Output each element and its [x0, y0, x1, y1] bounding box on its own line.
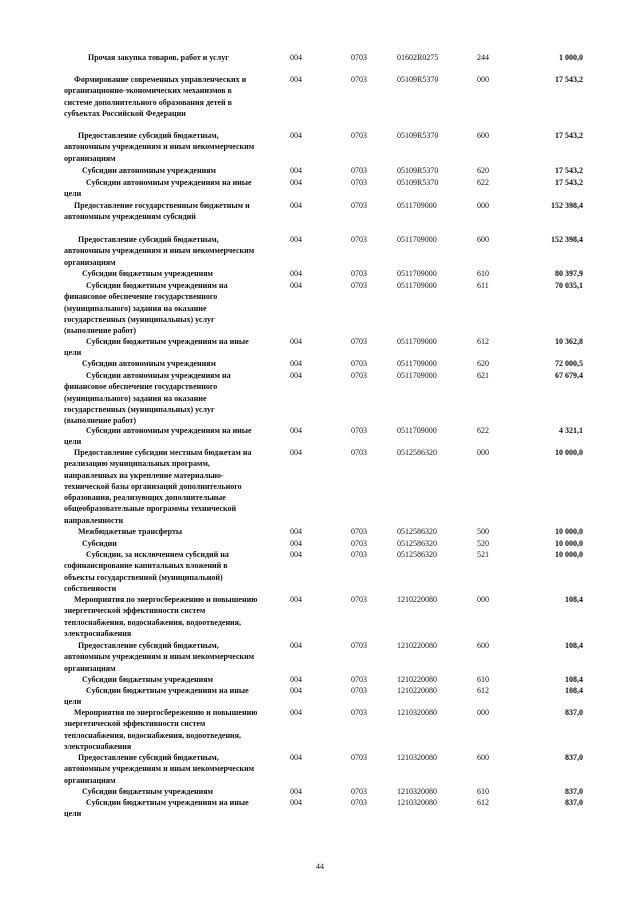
expense-type-code: 600: [477, 753, 489, 762]
expense-type-code: 621: [477, 371, 489, 380]
section-code: 0703: [351, 201, 367, 210]
expense-type-code: 521: [477, 550, 489, 559]
row-name: Предоставление субсидий бюджетным, автономным учреждениям и иным некоммерческим организациям: [64, 131, 255, 163]
amount: 17 543,2: [555, 166, 583, 175]
amount: 17 543,2: [555, 131, 583, 140]
row-name: Субсидии бюджетным учреждениям: [82, 787, 213, 796]
row-name: Субсидии автономным учреждениям на иные цели: [64, 426, 252, 447]
section-code: 0703: [351, 686, 367, 695]
row-name: Субсидии бюджетным учреждениям на иные цели: [64, 337, 249, 358]
target-code: 05109R5370: [397, 75, 439, 84]
row-name: Предоставление субсидий бюджетным, автономным учреждениям и иным некоммерческим организациям: [64, 235, 255, 267]
expense-type-code: 620: [477, 359, 489, 368]
row-name: Субсидии автономным учреждениям на иные цели: [64, 178, 252, 199]
amount: 1 000,0: [559, 53, 583, 62]
ministry-code: 004: [290, 178, 302, 187]
row-name: Субсидии: [82, 539, 117, 548]
target-code: 1210320080: [397, 787, 437, 796]
target-code: 1210320080: [397, 753, 437, 762]
row-name: Субсидии бюджетным учреждениям: [82, 269, 213, 278]
section-code: 0703: [351, 798, 367, 807]
target-code: 0512586320: [397, 527, 437, 536]
amount: 837,0: [565, 708, 583, 717]
row-name: Субсидии автономным учреждениям: [82, 359, 216, 368]
amount: 152 398,4: [551, 235, 583, 244]
row-name: Субсидии бюджетным учреждениям: [82, 675, 213, 684]
expense-type-code: 600: [477, 131, 489, 140]
expense-type-code: 244: [477, 53, 489, 62]
target-code: 0511709000: [397, 235, 437, 244]
expense-type-code: 000: [477, 448, 489, 457]
expense-type-code: 610: [477, 269, 489, 278]
row-name: Предоставление субсидий бюджетным, автономным учреждениям и иным некоммерческим организациям: [64, 641, 255, 673]
amount: 108,4: [565, 675, 583, 684]
target-code: 05109R5370: [397, 131, 439, 140]
row-name: Субсидии бюджетным учреждениям на иные цели: [64, 798, 249, 819]
target-code: 0511709000: [397, 337, 437, 346]
expense-type-code: 520: [477, 539, 489, 548]
ministry-code: 004: [290, 75, 302, 84]
ministry-code: 004: [290, 281, 302, 290]
target-code: 0511709000: [397, 426, 437, 435]
target-code: 01602R0275: [397, 53, 439, 62]
ministry-code: 004: [290, 426, 302, 435]
ministry-code: 004: [290, 448, 302, 457]
section-code: 0703: [351, 337, 367, 346]
section-code: 0703: [351, 281, 367, 290]
section-code: 0703: [351, 359, 367, 368]
expense-type-code: 622: [477, 178, 489, 187]
section-code: 0703: [351, 371, 367, 380]
ministry-code: 004: [290, 235, 302, 244]
expense-type-code: 000: [477, 75, 489, 84]
expense-type-code: 622: [477, 426, 489, 435]
expense-type-code: 620: [477, 166, 489, 175]
amount: 108,4: [565, 595, 583, 604]
ministry-code: 004: [290, 359, 302, 368]
ministry-code: 004: [290, 641, 302, 650]
ministry-code: 004: [290, 131, 302, 140]
expense-type-code: 000: [477, 201, 489, 210]
ministry-code: 004: [290, 539, 302, 548]
ministry-code: 004: [290, 337, 302, 346]
expense-type-code: 600: [477, 641, 489, 650]
row-name: Субсидии, за исключением субсидий на софинансирование капитальных вложений в объекты государственной (муниципальной) собственности: [64, 550, 229, 593]
section-code: 0703: [351, 166, 367, 175]
target-code: 0512586320: [397, 448, 437, 457]
ministry-code: 004: [290, 166, 302, 175]
expense-type-code: 611: [477, 281, 489, 290]
target-code: 0511709000: [397, 281, 437, 290]
target-code: 1210220080: [397, 595, 437, 604]
amount: 10 362,8: [555, 337, 583, 346]
row-name: Прочая закупка товаров, работ и услуг: [88, 53, 229, 62]
section-code: 0703: [351, 53, 367, 62]
target-code: 1210220080: [397, 641, 437, 650]
amount: 837,0: [565, 753, 583, 762]
amount: 80 397,9: [555, 269, 583, 278]
amount: 152 398,4: [551, 201, 583, 210]
ministry-code: 004: [290, 550, 302, 559]
expense-type-code: 000: [477, 595, 489, 604]
amount: 67 679,4: [555, 371, 583, 380]
expense-type-code: 610: [477, 787, 489, 796]
section-code: 0703: [351, 539, 367, 548]
ministry-code: 004: [290, 798, 302, 807]
target-code: 1210220080: [397, 686, 437, 695]
target-code: 1210320080: [397, 708, 437, 717]
row-name: Мероприятия по энергосбережению и повышению энергетической эффективности систем теплоснабжения, водоснабжения, водоотведения, электроснабжения: [64, 708, 258, 751]
expense-type-code: 600: [477, 235, 489, 244]
target-code: 05109R5370: [397, 166, 439, 175]
target-code: 0511709000: [397, 201, 437, 210]
amount: 72 000,5: [555, 359, 583, 368]
amount: 17 543,2: [555, 75, 583, 84]
row-name: Предоставление государственным бюджетным и автономным учреждениям субсидий: [64, 201, 250, 222]
section-code: 0703: [351, 75, 367, 84]
amount: 837,0: [565, 787, 583, 796]
section-code: 0703: [351, 426, 367, 435]
target-code: 1210320080: [397, 798, 437, 807]
amount: 17 543,2: [555, 178, 583, 187]
expense-type-code: 610: [477, 675, 489, 684]
section-code: 0703: [351, 550, 367, 559]
ministry-code: 004: [290, 527, 302, 536]
section-code: 0703: [351, 787, 367, 796]
section-code: 0703: [351, 178, 367, 187]
ministry-code: 004: [290, 675, 302, 684]
row-name: Межбюджетные трансферты: [78, 527, 183, 536]
amount: 108,4: [565, 641, 583, 650]
target-code: 0512586320: [397, 539, 437, 548]
amount: 4 321,1: [559, 426, 583, 435]
row-name: Субсидии бюджетным учреждениям на финансовое обеспечение государственного (муниципального) задания на оказание государственных (муниципальных) услуг (выполнение работ): [64, 281, 228, 336]
expense-type-code: 612: [477, 798, 489, 807]
expense-type-code: 000: [477, 708, 489, 717]
ministry-code: 004: [290, 371, 302, 380]
expense-type-code: 500: [477, 527, 489, 536]
target-code: 0511709000: [397, 371, 437, 380]
section-code: 0703: [351, 235, 367, 244]
section-code: 0703: [351, 753, 367, 762]
expense-type-code: 612: [477, 686, 489, 695]
section-code: 0703: [351, 595, 367, 604]
section-code: 0703: [351, 641, 367, 650]
amount: 10 000,0: [555, 527, 583, 536]
ministry-code: 004: [290, 201, 302, 210]
target-code: 1210220080: [397, 675, 437, 684]
section-code: 0703: [351, 269, 367, 278]
row-name: Мероприятия по энергосбережению и повышению энергетической эффективности систем теплоснабжения, водоснабжения, водоотведения, электроснабжения: [64, 595, 258, 638]
section-code: 0703: [351, 131, 367, 140]
ministry-code: 004: [290, 269, 302, 278]
amount: 837,0: [565, 798, 583, 807]
ministry-code: 004: [290, 708, 302, 717]
target-code: 0512586320: [397, 550, 437, 559]
amount: 108,4: [565, 686, 583, 695]
ministry-code: 004: [290, 787, 302, 796]
amount: 10 000,0: [555, 448, 583, 457]
ministry-code: 004: [290, 595, 302, 604]
ministry-code: 004: [290, 53, 302, 62]
target-code: 0511709000: [397, 359, 437, 368]
expense-type-code: 612: [477, 337, 489, 346]
row-name: Предоставление субсидии местным бюджетам на реализацию муниципальных программ, направленных на укрепление материально-технической базы организаций дополнительного образования, реализующих дополнительные общеобразовательные программы технической направленности: [64, 448, 252, 525]
section-code: 0703: [351, 448, 367, 457]
ministry-code: 004: [290, 753, 302, 762]
row-name: Субсидии автономным учреждениям на финансовое обеспечение государственного (муниципального) задания на оказание государственных (муниципальных) услуг (выполнение работ): [64, 371, 231, 426]
row-name: Предоставление субсидий бюджетным, автономным учреждениям и иным некоммерческим организациям: [64, 753, 255, 785]
amount: 70 035,1: [555, 281, 583, 290]
row-name: Формирование современных управленческих и организационно-экономических механизмов в системе дополнительного образования детей в субъектах Российской Федерации: [64, 75, 247, 118]
row-name: Субсидии бюджетным учреждениям на иные цели: [64, 686, 249, 707]
section-code: 0703: [351, 527, 367, 536]
section-code: 0703: [351, 675, 367, 684]
amount: 10 000,0: [555, 539, 583, 548]
target-code: 0511709000: [397, 269, 437, 278]
section-code: 0703: [351, 708, 367, 717]
amount: 10 000,0: [555, 550, 583, 559]
target-code: 05109R5370: [397, 178, 439, 187]
page-number: 44: [316, 862, 324, 871]
row-name: Субсидии автономным учреждениям: [82, 166, 216, 175]
ministry-code: 004: [290, 686, 302, 695]
